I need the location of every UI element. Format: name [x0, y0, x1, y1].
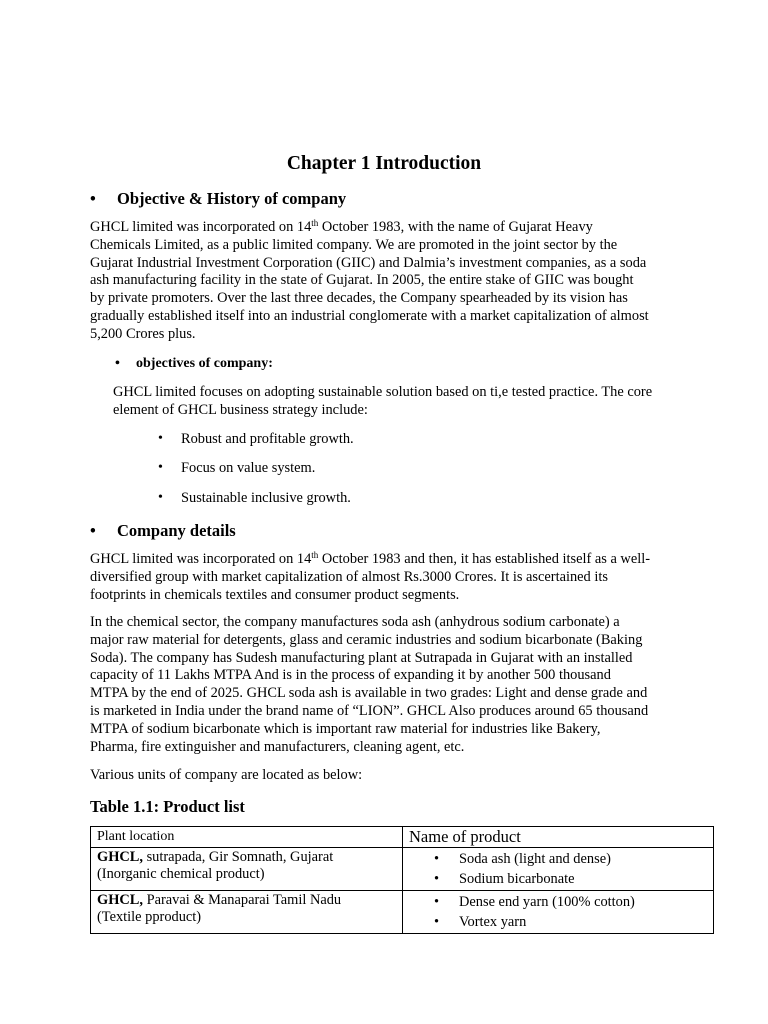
column-header-plant-location: Plant location — [91, 827, 403, 848]
table-row — [91, 847, 714, 890]
list-item: • Focus on value system. — [158, 460, 316, 476]
section-heading-objective-history: • Objective & History of company — [90, 189, 347, 208]
bullet-icon: • — [90, 189, 96, 208]
units-paragraph: Various units of company are located as below: — [90, 767, 363, 783]
table-header-row — [91, 827, 714, 848]
list-item: • Dense end yarn (100% cotton) — [431, 892, 707, 912]
company-details-paragraph: GHCL limited was incorporated on 14th October 1983 and then, it has established itself as a well- diversified group with market capitalization of almost Rs.3000 Crores. It is ascertained its footprints in chemicals textiles and consumer product segments. — [90, 550, 650, 603]
bullet-icon: • — [115, 356, 120, 371]
list-item: • Sustainable inclusive growth. — [158, 490, 351, 506]
table-row — [91, 890, 714, 933]
section-heading-company-details: • Company details — [90, 521, 236, 540]
bullet-icon: • — [158, 431, 163, 446]
objectives-subheading: • objectives of company: — [115, 356, 273, 371]
plant-location-cell: GHCL, Paravai & Manaparai Tamil Nadu (Textile pproduct) — [91, 890, 403, 933]
product-cell — [403, 847, 714, 890]
list-item: • Soda ash (light and dense) — [431, 849, 707, 869]
plant-location-cell: GHCL, sutrapada, Gir Somnath, Gujarat (Inorganic chemical product) — [91, 847, 403, 890]
chapter-title: Chapter 1 Introduction — [286, 153, 482, 174]
objectives-paragraph: GHCL limited focuses on adopting sustainable solution based on ti,e tested practice. The core element of GHCL business strategy include: — [113, 384, 653, 418]
bullet-icon: • — [158, 460, 163, 475]
list-item: • Sodium bicarbonate — [431, 869, 707, 889]
product-table — [90, 826, 714, 934]
table-caption: Table 1.1: Product list — [90, 797, 245, 816]
list-item: • Robust and profitable growth. — [158, 431, 354, 447]
column-header-product: Name of product — [403, 827, 714, 848]
list-item: • Vortex yarn — [431, 912, 707, 932]
chemical-sector-paragraph: In the chemical sector, the company manufactures soda ash (anhydrous sodium carbonate) a major raw material for detergents, glass and ceramic industries and sodium bicarbonate (Baking Soda). The company has Sudesh manufacturing plant at Sutrapada in Gujarat with an installed capacity of 11 Lakhs MTPA And is in the process of expanding it by another 500 thousand MTPA by the end of 2025. GHCL soda ash is available in two grades: Light and dense grade and is marketed in India under the brand name of “LION”. GHCL Also produces around 65 thousand MTPA of sodium bicarbonate which is important raw material for industries like Bakery, Pharma, fire extinguisher and manufacturers, cleaning agent, etc. — [90, 614, 649, 755]
product-cell — [403, 890, 714, 933]
history-paragraph: GHCL limited was incorporated on 14th October 1983, with the name of Gujarat Heavy Chemicals Limited, as a public limited company. We are promoted in the joint sector by the Gujarat Industrial Investment Corporation (GIIC) and Dalmia’s investment companies, as a soda ash manufacturing facility in the state of Gujarat. In 2005, the entire stake of GIIC was bought by private promoters. Over the last three decades, the Company spearheaded by its vision has gradually established itself into an industrial conglomerate with a market capitalization of almost 5,200 Crores plus. — [90, 218, 649, 342]
bullet-icon: • — [90, 521, 96, 540]
bullet-icon: • — [158, 490, 163, 505]
